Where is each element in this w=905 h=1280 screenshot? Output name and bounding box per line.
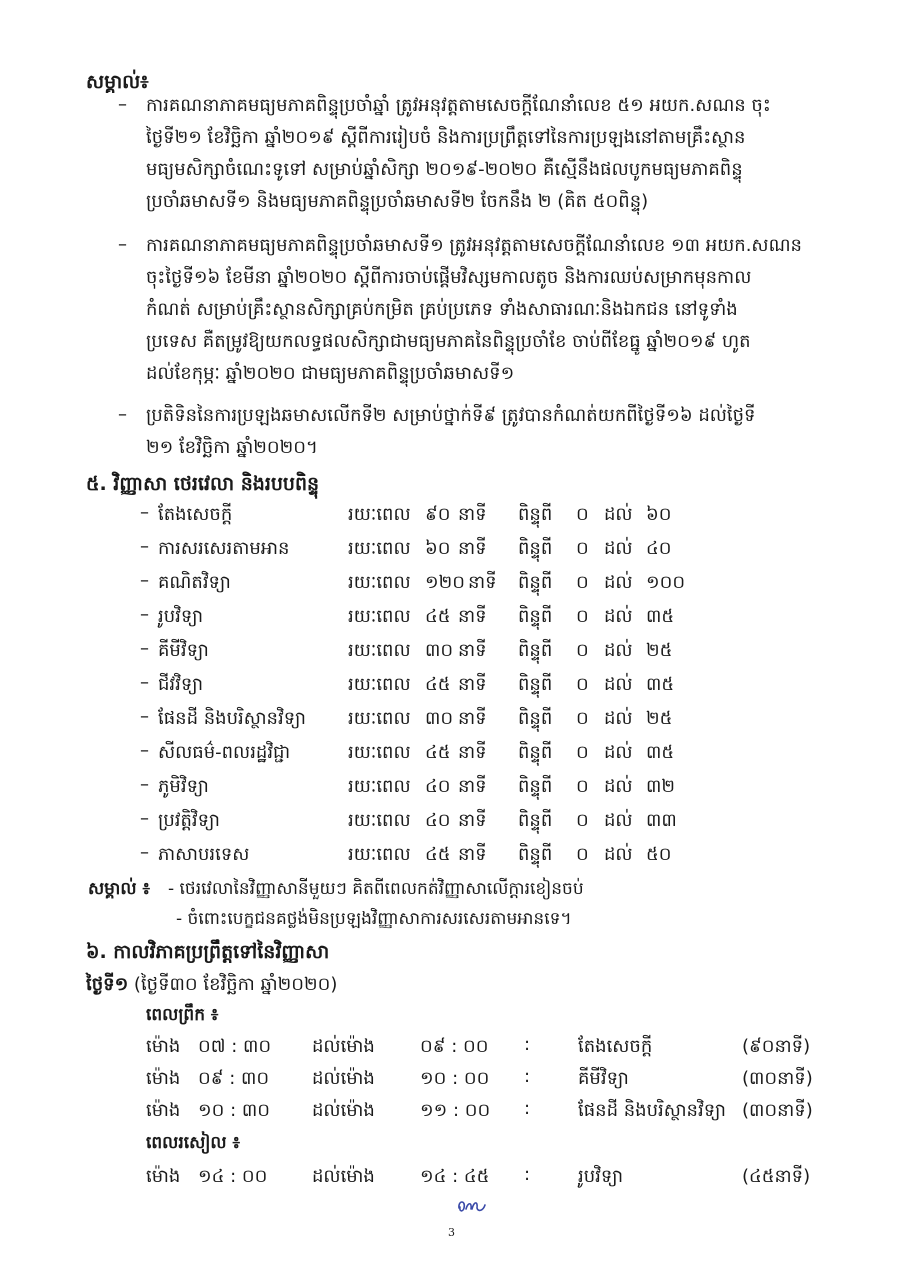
- to-label: ដល់: [604, 708, 633, 729]
- until-label: ដល់ម៉ោង: [312, 1068, 375, 1089]
- subject-row: – ផែនដី និងបរិស្ថានវិទ្យា រយៈពេល ៣០ នាទី ពិន្ទុពី ០ ដល់ ២៥: [0, 706, 905, 740]
- morning-label: ពេលព្រឹក ៖: [146, 1005, 219, 1025]
- minutes-label: នាទី: [458, 844, 487, 865]
- score-max: ៣៥: [646, 606, 675, 627]
- score-min: ០: [576, 776, 589, 797]
- subject-name: គីមីវិទ្យា: [158, 640, 209, 661]
- to-label: ដល់: [604, 572, 633, 593]
- exam-subject: ផែនដី និងបរិស្ថានវិទ្យា: [578, 1100, 726, 1121]
- minutes-label: នាទី: [458, 640, 487, 661]
- duration-label: រយៈពេល: [348, 504, 411, 525]
- exam-duration: (៩០នាទី): [742, 1036, 811, 1057]
- schedule-row: [0, 1034, 905, 1064]
- score-min: ០: [576, 742, 589, 763]
- colon: :: [524, 1164, 531, 1185]
- minutes-value: ៤៥: [425, 844, 451, 865]
- score-label: ពិន្ទុពី: [518, 606, 553, 627]
- duration-label: រយៈពេល: [348, 538, 411, 559]
- day-detail: (ថ្ងៃទី៣០ ខែវិច្ឆិកា ឆ្នាំ២០២០): [133, 974, 338, 995]
- minutes-label: នាទី: [458, 810, 487, 831]
- exam-subject: រូបវិទ្យា: [578, 1166, 624, 1187]
- minutes-label: នាទី: [458, 674, 487, 695]
- to-label: ដល់: [604, 504, 633, 525]
- schedule-row: [0, 1066, 905, 1096]
- notes-2-heading: សម្គាល់ ៖: [88, 879, 150, 899]
- to-label: ដល់: [604, 844, 633, 865]
- schedule-row: [0, 1098, 905, 1128]
- minutes-value: ៣០: [425, 708, 454, 729]
- subject-name: ភូមិវិទ្យា: [158, 776, 209, 797]
- to-label: ដល់: [604, 742, 633, 763]
- duration-label: រយៈពេល: [348, 674, 411, 695]
- score-label: ពិន្ទុពី: [518, 844, 553, 865]
- hour-label: ម៉ោង: [146, 1100, 181, 1121]
- hour-label: ម៉ោង: [146, 1068, 181, 1089]
- subject-row: – ប្រវត្តិវិទ្យា រយៈពេល ៤០ នាទី ពិន្ទុពី ០ ដល់ ៣៣: [0, 808, 905, 842]
- start-time: ០៩ : ៣០: [198, 1068, 270, 1089]
- page-number: 3: [448, 1226, 455, 1239]
- subject-name: គណិតវិទ្យា: [158, 572, 231, 593]
- minutes-label: នាទី: [458, 708, 487, 729]
- score-label: ពិន្ទុពី: [518, 504, 553, 525]
- subject-row: – គណិតវិទ្យា រយៈពេល ១២០ នាទី ពិន្ទុពី ០ ដល់ ១០០: [0, 570, 905, 604]
- duration-label: រយៈពេល: [348, 810, 411, 831]
- end-time: ០៩ : ០០: [420, 1036, 489, 1057]
- exam-duration: (៣០នាទី): [742, 1100, 813, 1121]
- minutes-label: នាទី: [468, 572, 497, 593]
- afternoon-label: ពេលរសៀល ៖: [146, 1133, 240, 1153]
- to-label: ដល់: [604, 538, 633, 559]
- score-min: ០: [576, 504, 589, 525]
- exam-subject: គីមីវិទ្យា: [578, 1068, 629, 1089]
- section-5-heading: ៥. វិញ្ញាសា ថេរវេលា និងរបបពិន្ទុ: [86, 473, 320, 495]
- score-min: ០: [576, 844, 589, 865]
- score-max: ១០០: [646, 572, 686, 593]
- duration-label: រយៈពេល: [348, 572, 411, 593]
- score-label: ពិន្ទុពី: [518, 742, 553, 763]
- start-time: ១៤ : ០០: [198, 1166, 268, 1187]
- duration-label: រយៈពេល: [348, 742, 411, 763]
- exam-subject: តែងសេចក្ដី: [578, 1036, 653, 1057]
- subject-row: – តែងសេចក្ដី រយៈពេល ៩០ នាទី ពិន្ទុពី ០ ដល់ ៦០: [0, 502, 905, 536]
- duration-label: រយៈពេល: [348, 776, 411, 797]
- end-time: ១១ : ០០: [420, 1100, 491, 1121]
- duration-label: រយៈពេល: [348, 844, 411, 865]
- start-time: ១០ : ៣០: [198, 1100, 270, 1121]
- score-label: ពិន្ទុពី: [518, 776, 553, 797]
- end-time: ១៤ : ៤៥: [420, 1166, 490, 1187]
- start-time: ០៧ : ៣០: [198, 1036, 272, 1057]
- minutes-value: ៤០: [425, 810, 451, 831]
- score-label: ពិន្ទុពី: [518, 538, 553, 559]
- until-label: ដល់ម៉ោង: [312, 1100, 375, 1121]
- subject-name: ផែនដី និងបរិស្ថានវិទ្យា: [158, 708, 306, 729]
- subject-name: ជីវវិទ្យា: [158, 674, 204, 695]
- hour-label: ម៉ោង: [146, 1166, 181, 1187]
- day-label: ថ្ងៃទី១: [86, 974, 129, 995]
- minutes-value: ៩០: [425, 504, 451, 525]
- score-min: ០: [576, 606, 589, 627]
- minutes-value: ១២០: [425, 572, 465, 593]
- score-label: ពិន្ទុពី: [518, 572, 553, 593]
- duration-label: រយៈពេល: [348, 606, 411, 627]
- minutes-label: នាទី: [458, 504, 487, 525]
- minutes-value: ៦០: [425, 538, 451, 559]
- end-time: ១០ : ០០: [420, 1068, 490, 1089]
- to-label: ដល់: [604, 776, 633, 797]
- score-label: ពិន្ទុពី: [518, 640, 553, 661]
- note-paragraph-1: ការគណនាភាគមធ្យមភាគពិន្ទុប្រចាំឆ្នាំ ត្រូវអនុវត្តតាមសេចក្ដីណែនាំលេខ ៥១ អយក.សណន ចុះ ថ្ងៃទី២១ ខែវិច្ឆិកា ឆ្នាំ២០១៩ ស្ដីពីការរៀបចំ និងការប្រព្រឹត្តទៅនៃការប្រឡងនៅតាមគ្រឹះស្ថាន មធ្យមសិក្សាចំណេះទូទៅ សម្រាប់ឆ្នាំសិក្សា ២០១៩-២០២០ គឺស្មើនឹងផលបូកមធ្យមភាគពិន្ទុ ប្រចាំឆមាសទី១ និងមធ្យមភាគពិន្ទុប្រចាំឆមាសទី២ ចែកនឹង ២ (គិត ៥០ពិន្ទុ): [146, 95, 771, 212]
- score-min: ០: [576, 538, 589, 559]
- minutes-value: ៤៥: [425, 674, 451, 695]
- subject-row: – ភូមិវិទ្យា រយៈពេល ៤០ នាទី ពិន្ទុពី ០ ដល់ ៣២: [0, 774, 905, 808]
- note-2-line-2: - ចំពោះបេក្ខជនគថ្លង់មិនប្រឡងវិញ្ញាសាការសរសេរតាមអានទេ។: [176, 909, 572, 929]
- score-min: ០: [576, 810, 589, 831]
- minutes-label: នាទី: [458, 606, 487, 627]
- note-paragraph-3: ប្រតិទិននៃការប្រឡងឆមាសលើកទី២ សម្រាប់ថ្នាក់ទី៩ ត្រូវបានកំណត់យកពីថ្ងៃទី១៦ ដល់ថ្ងៃទី ២១ ខែវិច្ឆិកា ឆ្នាំ២០២០។: [146, 405, 756, 458]
- subject-row: – សីលធម៌-ពលរដ្ឋវិជ្ជា រយៈពេល ៤៥ នាទី ពិន្ទុពី ០ ដល់ ៣៥: [0, 740, 905, 774]
- subject-name: ប្រវត្តិវិទ្យា: [158, 810, 220, 831]
- minutes-value: ៤៥: [425, 742, 451, 763]
- schedule-row: [0, 1164, 905, 1194]
- score-label: ពិន្ទុពី: [518, 708, 553, 729]
- subject-row: – ជីវវិទ្យា រយៈពេល ៤៥ នាទី ពិន្ទុពី ០ ដល់ ៣៥: [0, 672, 905, 706]
- score-max: ៣៣: [646, 810, 677, 831]
- note-2-line-1: - ថេរវេលានៃវិញ្ញាសានីមួយៗ គិតពីពេលកត់វិញ្ញាសាលើក្ដារខៀនចប់: [168, 879, 584, 899]
- score-max: ៦០: [646, 504, 672, 525]
- until-label: ដល់ម៉ោង: [312, 1166, 375, 1187]
- minutes-value: ៤៥: [425, 606, 451, 627]
- subject-row: – ភាសាបរទេស រយៈពេល ៤៥ នាទី ពិន្ទុពី ០ ដល់ ៥០: [0, 842, 905, 876]
- notes-heading: សម្គាល់៖: [86, 71, 149, 93]
- subject-row: – គីមីវិទ្យា រយៈពេល ៣០ នាទី ពិន្ទុពី ០ ដល់ ២៥: [0, 638, 905, 672]
- colon: :: [524, 1034, 531, 1055]
- minutes-value: ៤០: [425, 776, 451, 797]
- score-max: ៣៥: [646, 674, 675, 695]
- day-heading: [86, 972, 337, 999]
- hour-label: ម៉ោង: [146, 1036, 181, 1057]
- colon: :: [524, 1066, 531, 1087]
- score-max: ២៥: [646, 640, 673, 661]
- score-max: ៣២: [646, 776, 676, 797]
- until-label: ដល់ម៉ោង: [312, 1036, 375, 1057]
- exam-duration: (៤៥នាទី): [742, 1166, 811, 1187]
- score-min: ០: [576, 674, 589, 695]
- exam-duration: (៣០នាទី): [742, 1068, 813, 1089]
- to-label: ដល់: [604, 674, 633, 695]
- minutes-label: នាទី: [458, 742, 487, 763]
- bullet-dash: –: [118, 234, 127, 255]
- bullet-dash: –: [118, 404, 127, 425]
- to-label: ដល់: [604, 640, 633, 661]
- duration-label: រយៈពេល: [348, 708, 411, 729]
- subject-name: ភាសាបរទេស: [158, 844, 250, 865]
- to-label: ដល់: [604, 606, 633, 627]
- minutes-label: នាទី: [458, 776, 487, 797]
- score-min: ០: [576, 708, 589, 729]
- score-label: ពិន្ទុពី: [518, 810, 553, 831]
- subject-name: ការសរសេរតាមអាន: [158, 538, 290, 559]
- to-label: ដល់: [604, 810, 633, 831]
- minutes-label: នាទី: [458, 538, 487, 559]
- score-max: ២៥: [646, 708, 673, 729]
- bullet-dash: –: [118, 94, 127, 115]
- score-label: ពិន្ទុពី: [518, 674, 553, 695]
- subject-row: – ការសរសេរតាមអាន រយៈពេល ៦០ នាទី ពិន្ទុពី ០ ដល់ ៤០: [0, 536, 905, 570]
- subject-name: តែងសេចក្ដី: [158, 504, 233, 525]
- colon: :: [524, 1098, 531, 1119]
- subject-name: រូបវិទ្យា: [158, 606, 204, 627]
- score-min: ០: [576, 572, 589, 593]
- note-paragraph-2: ការគណនាភាគមធ្យមភាគពិន្ទុប្រចាំឆមាសទី១ ត្រូវអនុវត្តតាមសេចក្ដីណែនាំលេខ ១៣ អយក.សណន ចុះថ្ងៃទី១៦ ខែមីនា ឆ្នាំ២០២០ ស្ដីពីការចាប់ផ្ដើមវិស្សមកាលតូច និងការឈប់សម្រាកមុនកាល កំណត់ សម្រាប់គ្រឹះស្ថានសិក្សាគ្រប់កម្រិត គ្រប់ប្រភេទ ទាំងសាធារណៈនិងឯកជន នៅទូទាំង ប្រទេស គឺតម្រូវឱ្យយកលទ្ធផលសិក្សាជាមធ្យមភាគនៃពិន្ទុប្រចាំខែ ចាប់ពីខែធ្នូ ឆ្នាំ២០១៩ ហូត ដល់ខែកុម្ភៈ ឆ្នាំ២០២០ ជាមធ្យមភាគពិន្ទុប្រចាំឆមាសទី១: [146, 235, 802, 384]
- initials-signature-icon: [456, 1196, 488, 1216]
- section-6-heading: ៦. កាលវិភាគប្រព្រឹត្តទៅនៃវិញ្ញាសា: [86, 941, 330, 963]
- score-max: ៣៥: [646, 742, 675, 763]
- minutes-value: ៣០: [425, 640, 454, 661]
- score-min: ០: [576, 640, 589, 661]
- score-max: ៥០: [646, 844, 672, 865]
- score-max: ៤០: [646, 538, 672, 559]
- subject-row: – រូបវិទ្យា រយៈពេល ៤៥ នាទី ពិន្ទុពី ០ ដល់ ៣៥: [0, 604, 905, 638]
- subject-name: សីលធម៌-ពលរដ្ឋវិជ្ជា: [158, 742, 291, 763]
- duration-label: រយៈពេល: [348, 640, 411, 661]
